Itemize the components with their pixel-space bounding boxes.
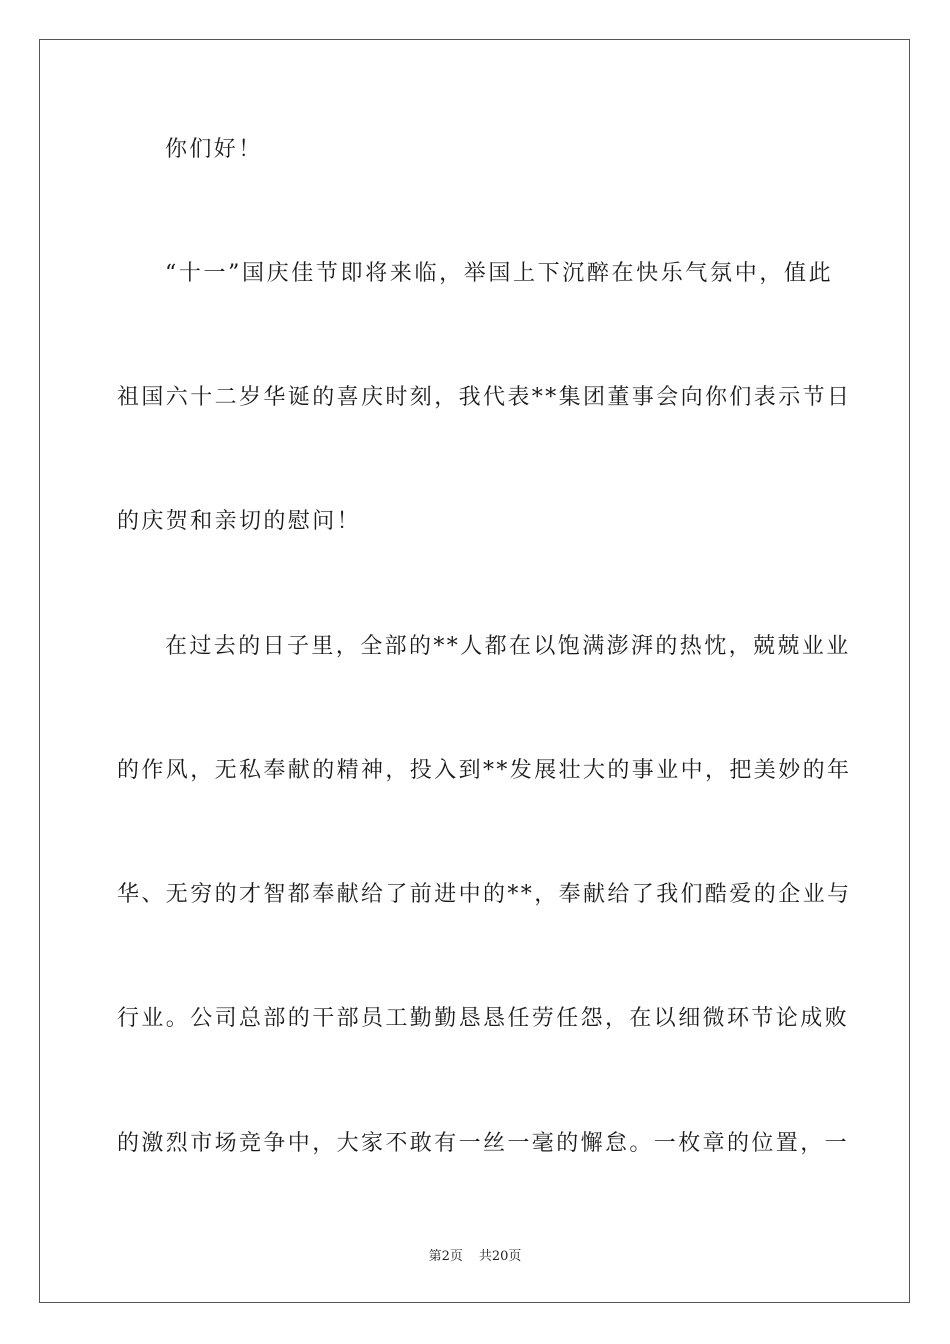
paragraph-1-line-1: “十一”国庆佳节即将来临，举国上下沉醉在快乐气氛中，值此 (165, 261, 833, 286)
page-border (39, 39, 910, 1303)
paragraph-1-line-2: 祖国六十二岁华诞的喜庆时刻，我代表**集团董事会向你们表示节日 (117, 385, 852, 410)
paragraph-2-line-2: 的作风，无私奉献的精神，投入到**发展壮大的事业中，把美妙的年 (117, 758, 852, 783)
paragraph-2-line-5: 的激烈市场竞争中，大家不敢有一丝一毫的懈怠。一枚章的位置，一 (117, 1131, 850, 1156)
greeting-line: 你们好！ (165, 137, 263, 162)
paragraph-2-line-1: 在过去的日子里，全部的**人都在以饱满澎湃的热忱，兢兢业业 (165, 634, 851, 659)
paragraph-1-line-3: 的庆贺和亲切的慰问！ (117, 509, 362, 534)
page-number: 第2页 (428, 1249, 463, 1264)
paragraph-2-line-3: 华、无穷的才智都奉献给了前进中的**，奉献给了我们酷爱的企业与 (117, 882, 852, 907)
paragraph-2-line-4: 行业。公司总部的干部员工勤勤恳恳任劳任怨，在以细微环节论成败 (117, 1006, 850, 1031)
page-total: 共20页 (478, 1249, 522, 1264)
page-footer (0, 1248, 950, 1266)
